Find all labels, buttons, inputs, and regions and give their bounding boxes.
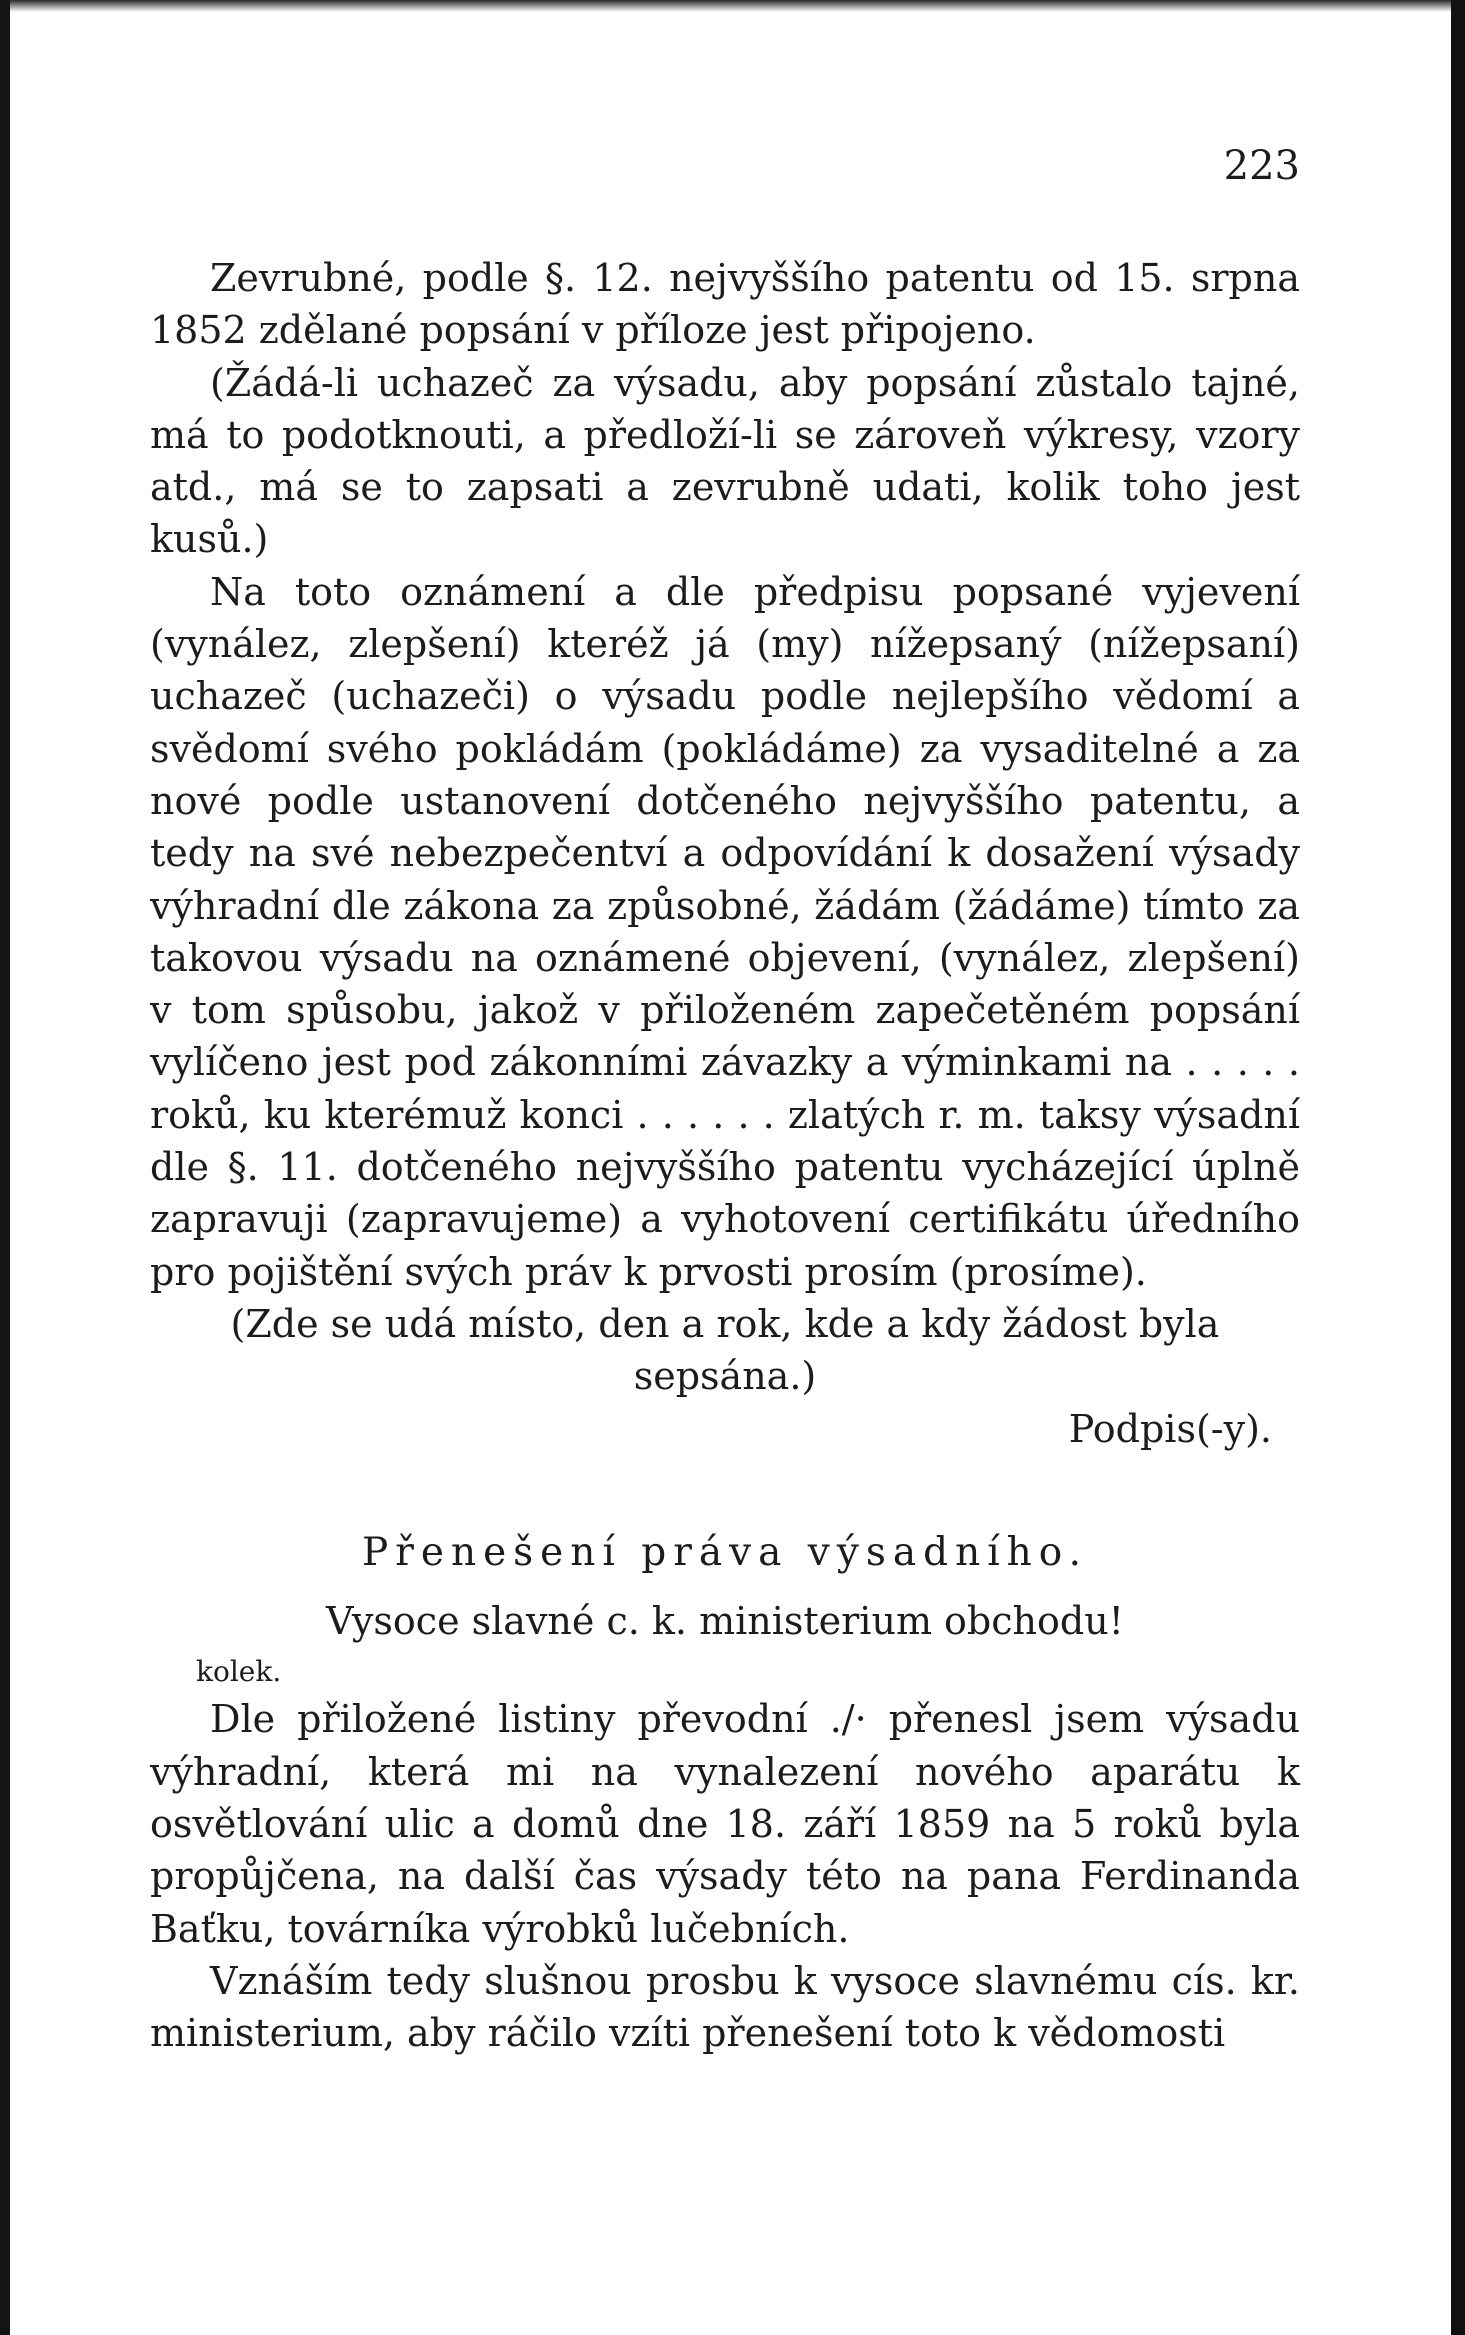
book-page bbox=[150, 140, 1300, 2060]
stamp-label: kolek. bbox=[196, 1655, 282, 1689]
paragraph-request: Vznáším tedy slušnou prosbu k vysoce slavnému cís. kr. ministerium, aby ráčilo vzíti přenešení toto k vědomosti bbox=[150, 1958, 1300, 2056]
signature-line: Podpis(-y). bbox=[1068, 1406, 1272, 1451]
paragraph-application-body: Na toto oznámení a dle předpisu popsané vyjevení (vynález, zlepšení) kteréž já (my) nížepsaný (nížepsaní) uchazeč (uchazeči) o výsadu podle nejlepšího vědomí a svědomí svého pokládám (pokládáme) za vysaditelné a za nové podle ustanovení dotčeného nejvyššího patentu, a tedy na své nebezpečentví a odpovídání k dosažení výsady výhradní dle zákona za způsobné, žádám (žádáme) tímto za takovou výsadu na oznámené objevení, (vynález, zlepšení) v tom spůsobu, jakož v přiloženém zapečetěném popsání vylíčeno jest pod zákonními závazky a výminkami na . . . . . roků, ku kterémuž konci . . . . . . zlatých r. m. taksy výsadní dle §. 11. dotčeného nejvyššího patentu vycházející úplně zapravuji (zapravujeme) a vyhotovení certifikátu úředního pro pojištění svých práv k prvosti prosím (prosíme). bbox=[150, 569, 1300, 1294]
paragraph-secrecy-note: (Žádá-li uchazeč za výsadu, aby popsání zůstalo tajné, má to podotknouti, a předloží-li se zároveň výkresy, vzory atd., má se to zapsati a zevrubně udati, kolik toho jest kusů.) bbox=[150, 360, 1300, 562]
paragraph-transfer-body: Dle přiložené listiny převodní ./· přenesl jsem výsadu výhradní, která mi na vynalezení nového aparátu k osvětlování ulic a domů dne 18. září 1859 na 5 roků byla propůjčena, na další čas výsady této na pana Ferdinanda Baťku, továrníka výrobků lučebních. bbox=[150, 1697, 1300, 1951]
place-date-note-line1: (Zde se udá místo, den a rok, kde a kdy žádost byla bbox=[230, 1301, 1220, 1346]
page-left-edge bbox=[0, 0, 10, 2335]
page-number: 223 bbox=[1223, 143, 1300, 189]
place-date-note-line2: sepsána.) bbox=[633, 1354, 817, 1399]
salutation: Vysoce slavné c. k. ministerium obchodu! bbox=[326, 1599, 1124, 1644]
section-heading-transfer: Přenešení práva výsadního. bbox=[362, 1529, 1088, 1575]
paragraph-description-attached: Zevrubné, podle §. 12. nejvyššího patentu od 15. srpna 1852 zdělané popsání v příloze jest připojeno. bbox=[150, 256, 1300, 353]
page-top-edge bbox=[10, 0, 1451, 12]
page-right-edge bbox=[1451, 0, 1465, 2335]
